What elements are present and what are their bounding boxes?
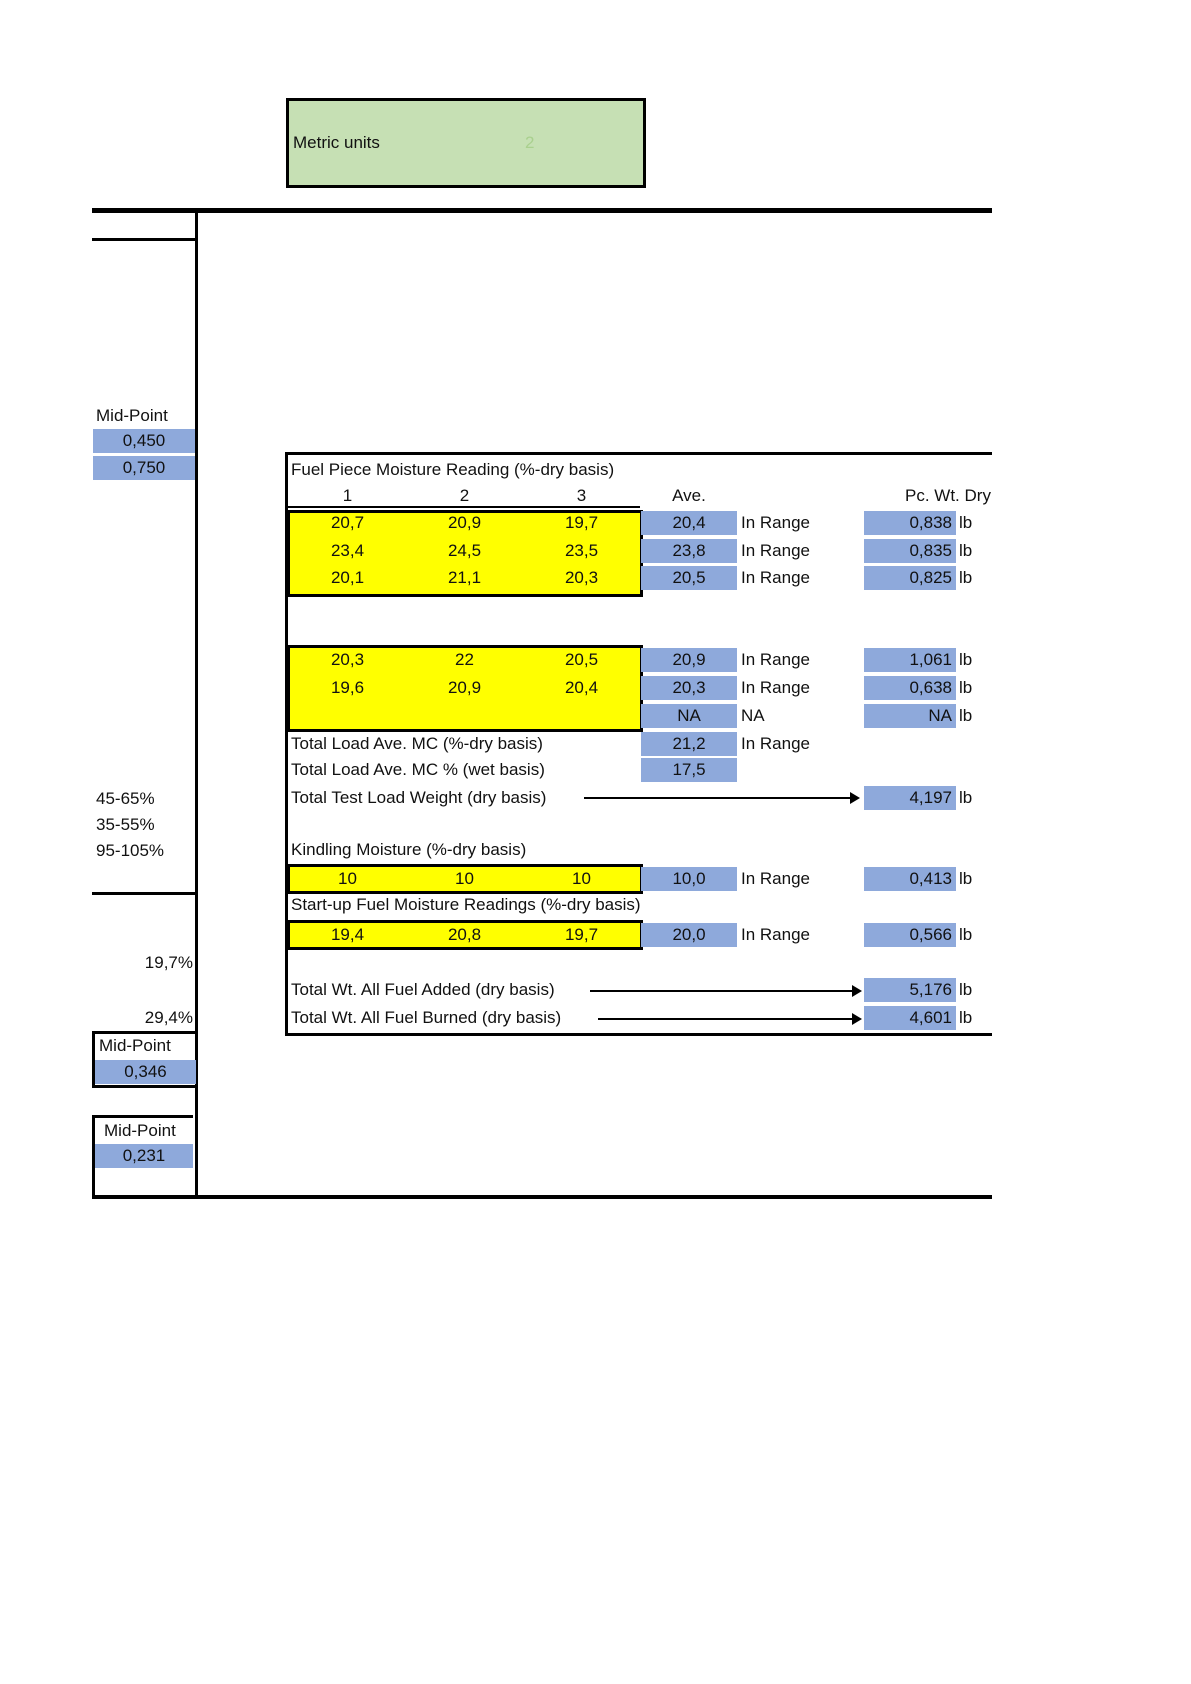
- status-cell: In Range: [741, 541, 810, 560]
- weight-cell: 0,825: [864, 566, 956, 590]
- units-value: 2: [525, 133, 535, 152]
- startup-status: In Range: [741, 925, 810, 944]
- reading-cell[interactable]: 22: [455, 650, 474, 669]
- fuel-burned-arrow: [598, 1018, 860, 1020]
- reading-cell[interactable]: 20,9: [447, 513, 482, 532]
- unit-label: lb: [959, 513, 973, 532]
- top-rule: [92, 208, 992, 213]
- bottom-rule: [92, 1195, 992, 1199]
- reading-cell[interactable]: 23,4: [330, 541, 365, 560]
- reading-cell[interactable]: [406, 704, 523, 728]
- mid-point-header: Mid-Point: [96, 406, 168, 425]
- reading-cell[interactable]: 20,7: [330, 513, 365, 532]
- pct-value-2: 29,4%: [144, 1008, 193, 1027]
- test-load-label: Total Test Load Weight (dry basis): [291, 788, 547, 807]
- ave-cell: 20,9: [641, 648, 737, 672]
- mid-point-box-1-value: 0,346: [95, 1060, 196, 1084]
- fuel-added-label: Total Wt. All Fuel Added (dry basis): [291, 980, 555, 999]
- load-mc-wet-label: Total Load Ave. MC % (wet basis): [291, 760, 545, 779]
- status-cell: In Range: [741, 650, 810, 669]
- mid-point-value-1: 0,450: [93, 429, 195, 453]
- ave-cell: 20,5: [641, 566, 737, 590]
- kindling-status: In Range: [741, 869, 810, 888]
- load-mc-dry-value: 21,2: [641, 732, 737, 756]
- unit-label: lb: [959, 706, 973, 725]
- load-mc-wet-value: 17,5: [641, 758, 737, 782]
- reading-cell[interactable]: [523, 704, 640, 728]
- ave-header: Ave.: [672, 486, 706, 505]
- units-label: Metric units: [293, 133, 380, 152]
- ave-cell: 23,8: [641, 539, 737, 563]
- weight-cell: 1,061: [864, 648, 956, 672]
- mid-point-box-1-label: Mid-Point: [99, 1036, 171, 1055]
- mid-point-box-2-value: 0,231: [95, 1144, 193, 1168]
- fuel-added-arrow: [590, 990, 860, 992]
- fuel-burned-label: Total Wt. All Fuel Burned (dry basis): [291, 1008, 562, 1027]
- load-mc-dry-label: Total Load Ave. MC (%-dry basis): [291, 734, 543, 753]
- reading-cell[interactable]: [289, 704, 406, 728]
- reading-cell[interactable]: 24,5: [447, 541, 482, 560]
- range-2: 35-55%: [96, 815, 155, 834]
- reading-cell[interactable]: 20,1: [330, 568, 365, 587]
- reading-cell[interactable]: 20,3: [564, 568, 599, 587]
- unit-label: lb: [959, 925, 973, 944]
- range-1: 45-65%: [96, 789, 155, 808]
- unit-label: lb: [959, 1008, 973, 1027]
- weight-cell: 0,835: [864, 539, 956, 563]
- ave-cell: 20,4: [641, 511, 737, 535]
- unit-label: lb: [959, 541, 973, 560]
- ave-cell: 20,3: [641, 676, 737, 700]
- kindling-title: Kindling Moisture (%-dry basis): [291, 840, 527, 859]
- weight-cell: 0,638: [864, 676, 956, 700]
- unit-label: lb: [959, 788, 973, 807]
- startup-reading-3[interactable]: 19,7: [564, 925, 599, 944]
- col-header-1: 1: [342, 486, 353, 505]
- units-box: [286, 98, 646, 188]
- reading-cell[interactable]: 19,7: [564, 513, 599, 532]
- weight-cell: NA: [864, 704, 956, 728]
- unit-label: lb: [959, 650, 973, 669]
- load-mc-dry-status: In Range: [741, 734, 810, 753]
- range-3: 95-105%: [96, 841, 165, 860]
- mid-point-box-1: [92, 1031, 196, 1088]
- test-load-value: 4,197: [864, 786, 956, 810]
- status-cell: In Range: [741, 513, 810, 532]
- left-short-rule: [92, 238, 196, 241]
- fuel-burned-value: 4,601: [864, 1006, 956, 1030]
- test-load-arrow: [584, 797, 858, 799]
- status-cell: In Range: [741, 678, 810, 697]
- left-mid-rule: [92, 892, 196, 895]
- pct-value-1: 19,7%: [144, 953, 193, 972]
- startup-title: Start-up Fuel Moisture Readings (%-dry basis): [291, 895, 641, 914]
- reading-cell[interactable]: 20,4: [564, 678, 599, 697]
- pcwt-header: Pc. Wt. Dry: [905, 486, 991, 505]
- reading-cell[interactable]: 23,5: [564, 541, 599, 560]
- reading-cell[interactable]: 20,5: [564, 650, 599, 669]
- kindling-ave: 10,0: [641, 867, 737, 891]
- unit-label: lb: [959, 678, 973, 697]
- startup-reading-2[interactable]: 20,8: [447, 925, 482, 944]
- col-header-3: 3: [576, 486, 587, 505]
- kindling-reading-2[interactable]: 10: [455, 869, 474, 888]
- startup-ave: 20,0: [641, 923, 737, 947]
- col-header-2: 2: [459, 486, 470, 505]
- kindling-reading-3[interactable]: 10: [572, 869, 591, 888]
- kindling-reading-1[interactable]: 10: [338, 869, 357, 888]
- startup-weight: 0,566: [864, 923, 956, 947]
- moisture-title: Fuel Piece Moisture Reading (%-dry basis): [291, 460, 615, 479]
- kindling-weight: 0,413: [864, 867, 956, 891]
- reading-cell[interactable]: 19,6: [330, 678, 365, 697]
- unit-label: lb: [959, 568, 973, 587]
- status-cell: In Range: [741, 568, 810, 587]
- reading-cell[interactable]: 20,3: [330, 650, 365, 669]
- fuel-added-value: 5,176: [864, 978, 956, 1002]
- unit-label: lb: [959, 980, 973, 999]
- ave-cell: NA: [641, 704, 737, 728]
- mid-point-box-2: [92, 1115, 193, 1168]
- table-top-rule: [285, 452, 992, 455]
- unit-label: lb: [959, 869, 973, 888]
- mid-point-value-2: 0,750: [93, 456, 195, 480]
- status-cell: NA: [741, 706, 765, 725]
- startup-reading-1[interactable]: 19,4: [330, 925, 365, 944]
- weight-cell: 0,838: [864, 511, 956, 535]
- reading-cell[interactable]: 20,9: [447, 678, 482, 697]
- reading-cell[interactable]: 21,1: [447, 568, 482, 587]
- table-bottom-rule: [285, 1033, 992, 1036]
- mid-point-box-2-label: Mid-Point: [104, 1121, 176, 1140]
